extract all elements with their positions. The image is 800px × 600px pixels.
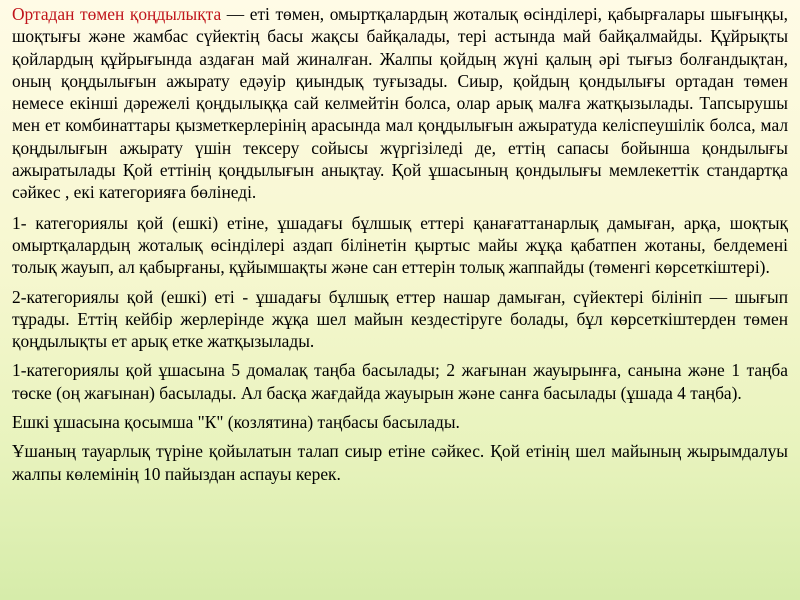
- paragraph-4: 1-категориялы қой ұшасына 5 домалақ таңба басылады; 2 жағынан жауырынға, санына және 1 таңба төске (оң жағынан) басылады. Ал басқа жағдайда жауырын және санға басылады (ұшада 4 таңба).: [12, 360, 788, 403]
- paragraph-1-text: — еті төмен, омыртқалардың жоталық өсінділері, қабырғалары шығыңқы, шоқтығы және жамбас сүйектің басы жақсы байқалады, тері астында май байқалмайды. Құйрықты қойлардың құйрығында аздаған май жиналған. Жалпы қойдың жүні қалың әрі тығыз болғандықтан, оның қоңдылығын ажырату едәуір қиындық туғызады. Сиыр, қойдың қондылығы ортадан төмен немесе екінші дәрежелі қоңдылыққа сай келмейтін болса, олар арық малға жатқызылады. Тапсырушы мен ет комбинаттары қызметкерлерінің арасында мал қоңдылығын ажыратуда келіспеушілік болса, мал қоңдылығын ажырату үшін тексеру сойысы жүргізіледі де, еттің сапасы бойынша қондылығы ажыратылады Қой еттінің қоңдылығын анықтау. Қой ұшасының қондылығы мемлекеттік стандартқа сәйкес , екі категорияға бөлінеді.: [12, 4, 788, 203]
- paragraph-2: 1- категориялы қой (ешкі) етіне, ұшадағы бұлшық еттері қанағаттанарлық дамыған, арқа, шоқтық омыртқалардың жоталық өсінділері аздап білінетін қыртыс майы жұқа қабатпен жотаны, белдемені толық жауып, ал қабырғаны, құйымшақты және сан еттерін толық жаппайды (төменгі көрсеткіштері).: [12, 212, 788, 278]
- slide-body: [12, 3, 788, 492]
- highlighted-term: Ортадан төмен қоңдылықта: [12, 4, 222, 24]
- paragraph-5: Ешкі ұшасына қосымша "К" (козлятина) таңбасы басылады.: [12, 412, 460, 433]
- paragraph-1: [12, 3, 788, 204]
- paragraph-6: Ұшаның тауарлық түріне қойылатын талап сиыр етіне сәйкес. Қой етінің шел майының жырымдалуы жалпы көлемінің 10 пайыздан аспауы керек.: [12, 441, 788, 484]
- paragraph-3: 2-категориялы қой (ешкі) еті - ұшадағы бұлшық еттер нашар дамыған, сүйектері білініп — шығып тұрады. Еттің кейбір жерлерінде жұқа шел майын кездестіруге болады, бұл көрсеткіштерден төмен қоңдылықты ет арық етке жатқызылады.: [12, 286, 788, 352]
